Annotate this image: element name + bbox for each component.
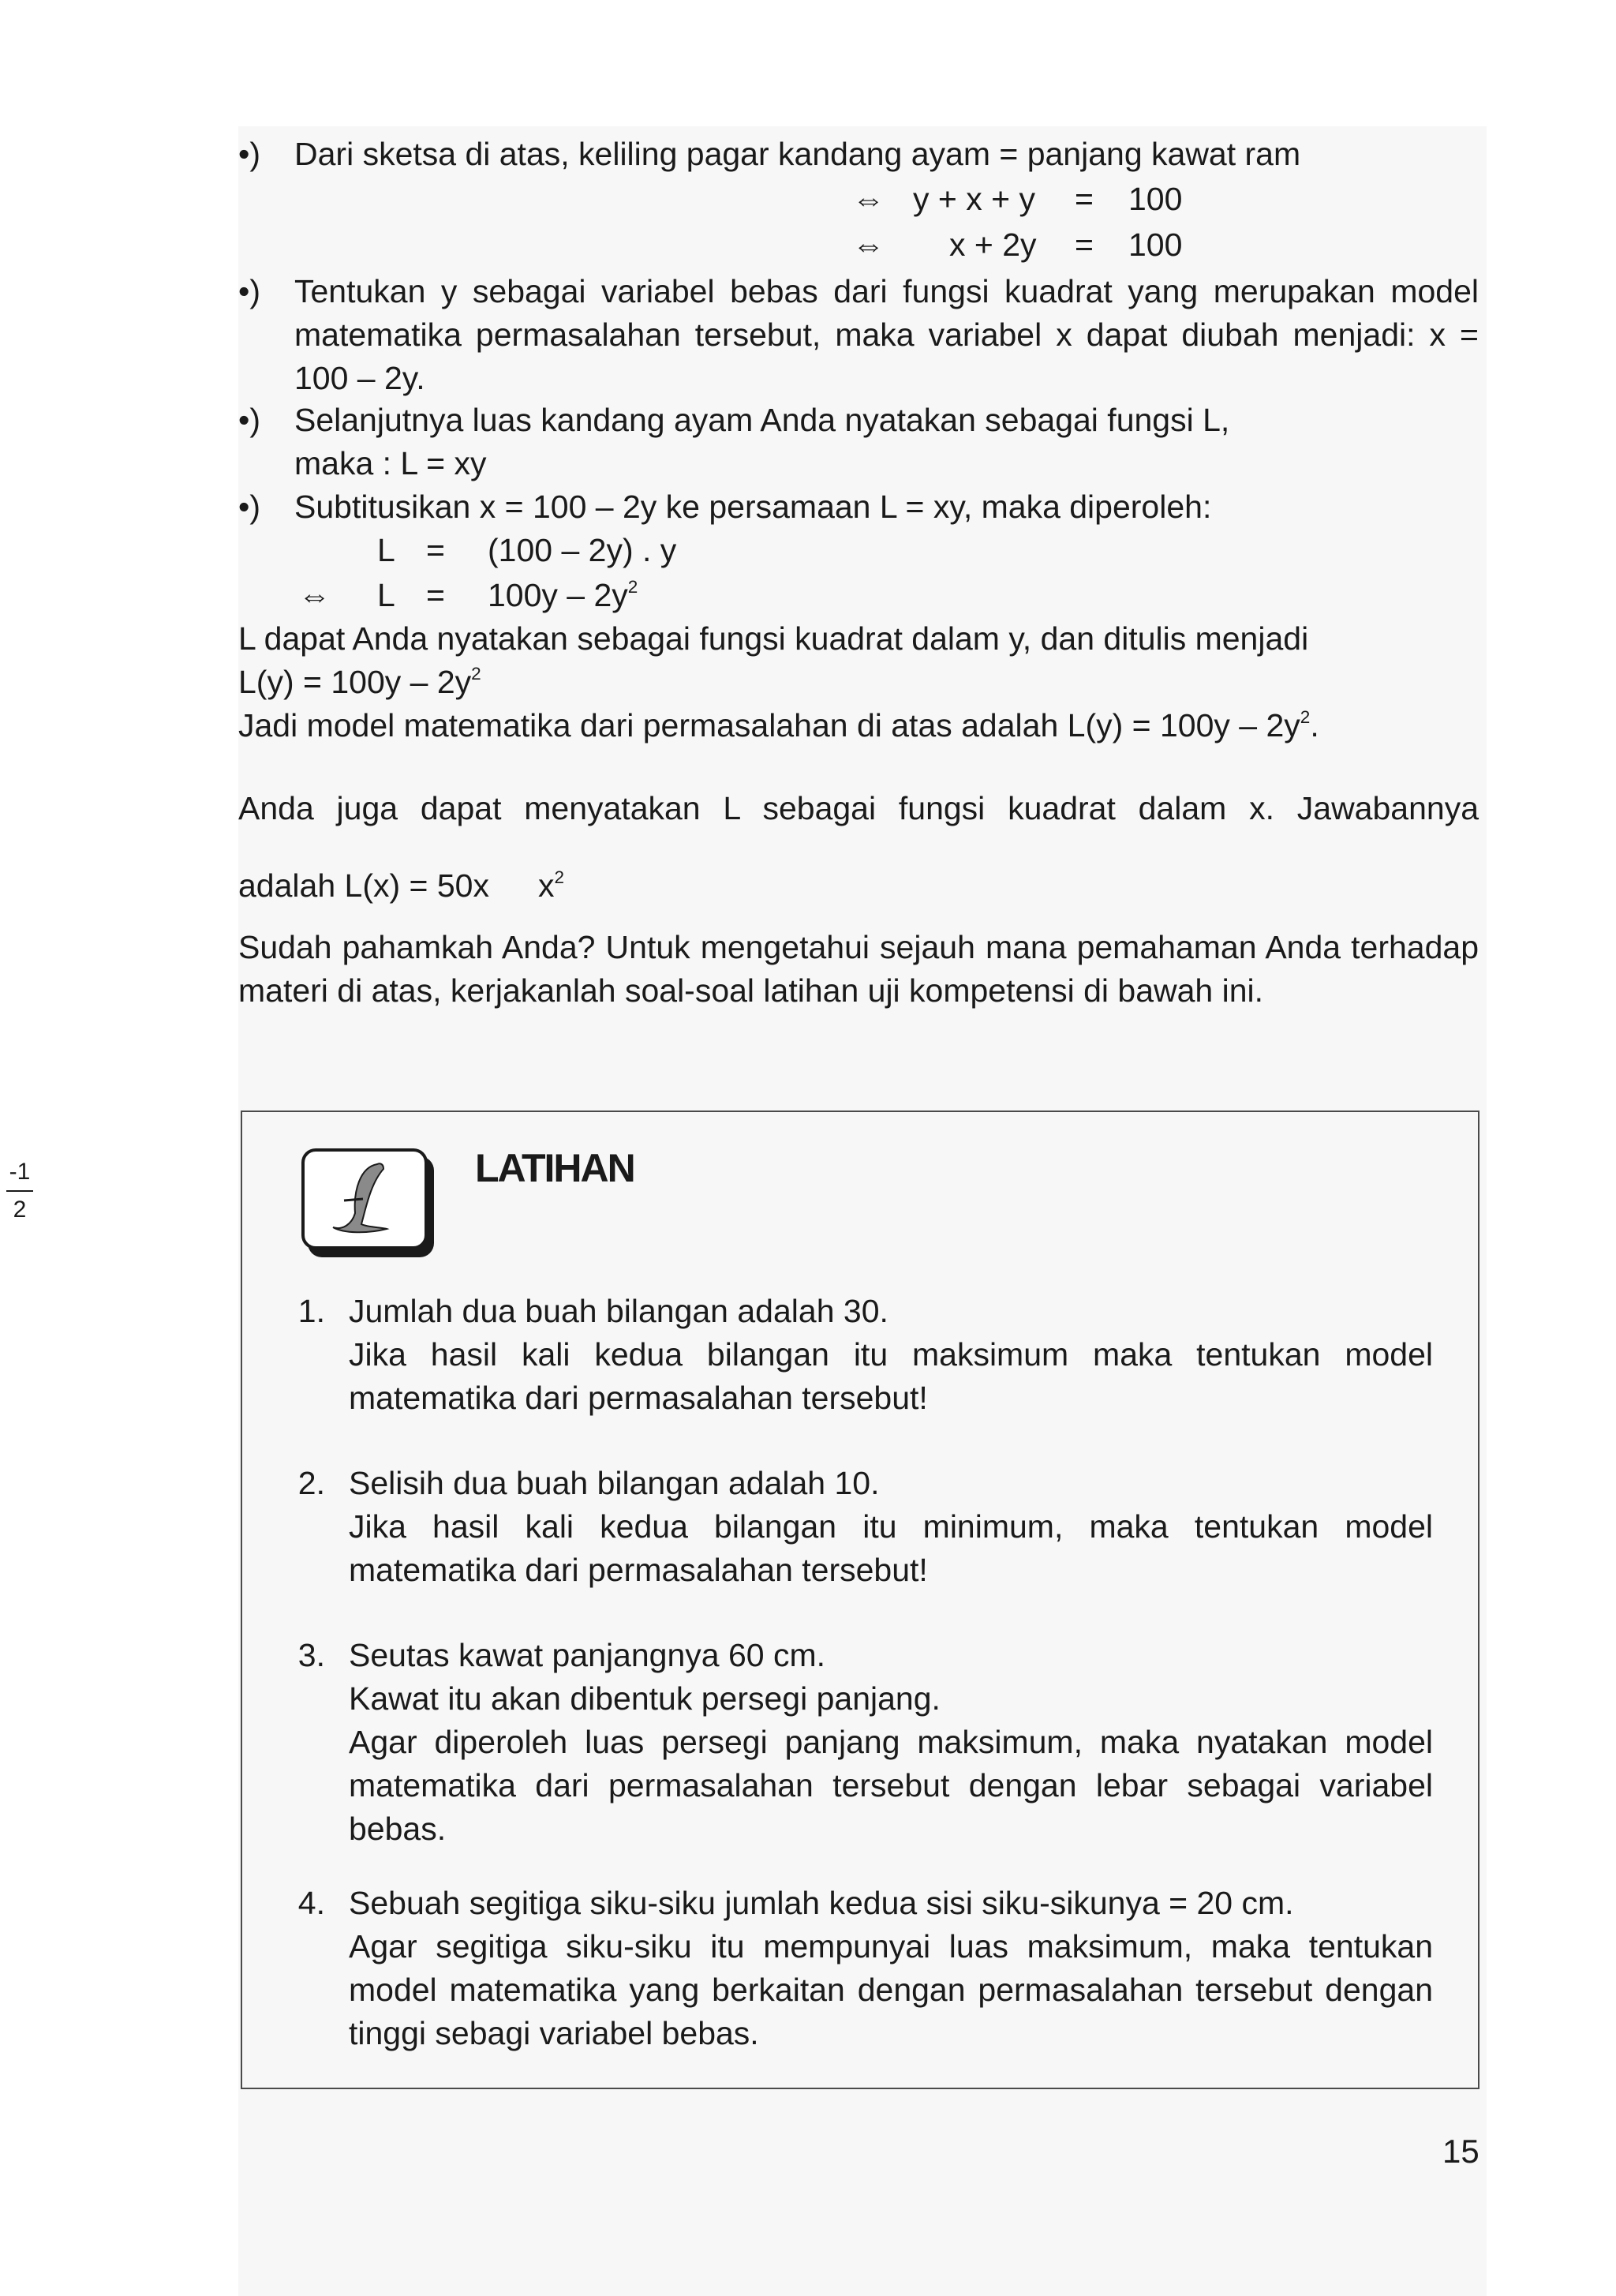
latihan-title: LATIHAN bbox=[475, 1146, 634, 1190]
fraction-numerator: -1 bbox=[9, 1159, 31, 1185]
eq2-lhs: x + 2y bbox=[949, 227, 1037, 263]
eq4-lhs: L bbox=[377, 577, 395, 613]
paragraph-1-line-2: $L(y) = 100y - 2y^2$ bbox=[238, 664, 481, 700]
item-4-number: 4. bbox=[297, 1885, 325, 1921]
eq1-equals: = bbox=[1075, 181, 1094, 217]
item-2-text: Selisih dua buah bilangan adalah 10. Jika hasil kali kedua bilangan itu minimum, maka tentukan model matematika dari permasalahan tersebut! bbox=[349, 1465, 1433, 1588]
eq2-rhs: 100 bbox=[1128, 227, 1183, 263]
bullet-marker: •) bbox=[238, 136, 261, 172]
bullet-marker: •) bbox=[238, 273, 261, 309]
fraction-denominator: 2 bbox=[13, 1197, 27, 1223]
exponent: 2 bbox=[471, 664, 481, 684]
eq4-rhs: $100y - 2y^2$ bbox=[488, 577, 638, 613]
eq1-rhs: 100 bbox=[1128, 181, 1183, 217]
paragraph-1-line-1: L dapat Anda nyatakan sebagai fungsi kuadrat dalam y, dan ditulis menjadi bbox=[238, 620, 1309, 657]
eq3-lhs: L bbox=[377, 532, 395, 568]
eq1-lhs: y + x + y bbox=[913, 181, 1035, 217]
iff-symbol: ⇔ bbox=[852, 227, 885, 263]
paragraph-2-line-2: adalah L(x) = 50x $x^2$ bbox=[238, 867, 564, 904]
page-number: 15 bbox=[1442, 2133, 1479, 2170]
eq3-rhs: (100 – 2y) . y bbox=[488, 532, 677, 568]
exponent: 2 bbox=[627, 577, 638, 597]
letter-l-icon bbox=[305, 1152, 425, 1246]
eq2-equals: = bbox=[1075, 227, 1094, 263]
eq3-equals: = bbox=[426, 532, 445, 568]
item-1-number: 1. bbox=[297, 1293, 325, 1329]
bullet-2-text: Tentukan y sebagai variabel bebas dari fungsi kuadrat yang merupakan model matematika permasalahan tersebut, maka variabel x dapat diubah menjadi: x = 100 – 2y. bbox=[294, 273, 1479, 396]
latihan-logo-icon bbox=[301, 1148, 428, 1249]
item-1-text: Jumlah dua buah bilangan adalah 30. Jika hasil kali kedua bilangan itu maksimum maka tentukan model matematika dari permasalahan tersebut! bbox=[349, 1293, 1433, 1416]
iff-symbol: ⇔ bbox=[298, 577, 331, 613]
bullet-1-text: Dari sketsa di atas, keliling pagar kandang ayam = panjang kawat ram bbox=[294, 136, 1301, 172]
exponent: 2 bbox=[1300, 707, 1311, 728]
item-3-text: Seutas kawat panjangnya 60 cm. Kawat itu akan dibentuk persegi panjang. Agar diperoleh luas persegi panjang maksimum, maka nyatakan model matematika dari permasalahan tersebut dengan lebar sebagai variabel bebas. bbox=[349, 1637, 1433, 1847]
bullet-3-line-1: Selanjutnya luas kandang ayam Anda nyatakan sebagai fungsi L, bbox=[294, 402, 1230, 438]
paragraph-2-line-1: Anda juga dapat menyatakan L sebagai fungsi kuadrat dalam x. Jawabannya bbox=[238, 790, 1479, 826]
margin-fraction bbox=[6, 1157, 33, 1225]
item-2-number: 2. bbox=[297, 1465, 325, 1501]
bullet-3-line-2: maka : L = xy bbox=[294, 445, 487, 481]
iff-symbol: ⇔ bbox=[852, 181, 885, 217]
bullet-marker: •) bbox=[238, 489, 261, 525]
item-3-number: 3. bbox=[297, 1637, 325, 1673]
exponent: 2 bbox=[554, 867, 564, 888]
paragraph-1-line-3: Jadi model matematika dari permasalahan di atas adalah $L(y) = 100y - 2y^2$. bbox=[238, 707, 1319, 743]
bullet-marker: •) bbox=[238, 402, 261, 438]
eq4-equals: = bbox=[426, 577, 445, 613]
bullet-4-text: Subtitusikan x = 100 – 2y ke persamaan L = xy, maka diperoleh: bbox=[294, 489, 1212, 525]
fraction-bar bbox=[6, 1190, 33, 1192]
item-4-text: Sebuah segitiga siku-siku jumlah kedua sisi siku-sikunya = 20 cm. Agar segitiga siku-siku itu mempunyai luas maksimum, maka tentukan model matematika yang berkaitan dengan permasalahan tersebut dengan tinggi sebagi variabel bebas. bbox=[349, 1885, 1433, 2051]
paragraph-3: Sudah pahamkah Anda? Untuk mengetahui sejauh mana pemahaman Anda terhadap materi di atas, kerjakanlah soal-soal latihan uji kompetensi di bawah ini. bbox=[238, 929, 1479, 1009]
